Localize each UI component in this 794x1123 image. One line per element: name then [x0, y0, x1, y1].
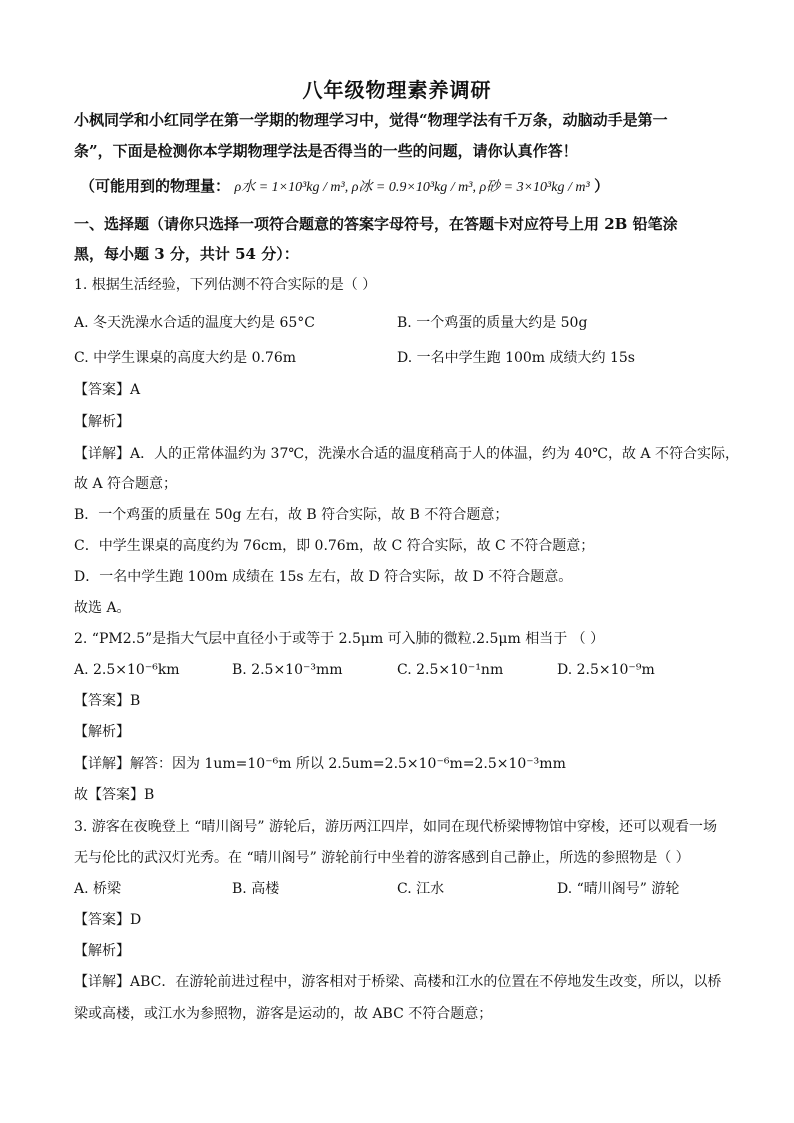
constants-line: （可能用到的物理量： ρ水 = 1×10³kg / m³, ρ冰 = 0.9×10³kg / m³, ρ砂 = 3×10³kg / m³ ） — [80, 177, 610, 195]
rho-water: ρ水 = 1×10³kg / m³ — [234, 180, 345, 195]
q2-option-b: B. 2.5×10⁻³mm — [232, 662, 343, 678]
q1-option-a: A. 冬天洗澡水合适的温度大约是 65°C — [74, 315, 315, 331]
rho-sand: ρ砂 = 3×10³kg / m³ — [479, 180, 590, 195]
constants-prefix: （可能用到的物理量： — [80, 177, 231, 195]
q1-stem: 1. 根据生活经验，下列估测不符合实际的是（ ） — [74, 277, 377, 293]
q3-option-b: B. 高楼 — [232, 881, 280, 897]
q1-option-d: D. 一名中学生跑 100m 成绩大约 15s — [397, 350, 635, 366]
q1-detail-4: C．中学生课桌的高度约为 76cm，即 0.76m，故 C 符合实际，故 C 不符合题意； — [74, 538, 595, 554]
q3-option-d: D. “晴川阁号” 游轮 — [557, 881, 680, 897]
q1-analysis-label: 【解析】 — [74, 414, 130, 430]
q1-conclusion: 故选 A。 — [74, 600, 131, 616]
q2-option-d: D. 2.5×10⁻⁹m — [557, 662, 655, 678]
q3-analysis-label: 【解析】 — [74, 943, 130, 959]
q2-conclusion: 故【答案】B — [74, 787, 155, 803]
rho-ice: ρ冰 = 0.9×10³kg / m³ — [351, 180, 473, 195]
q1-detail-3: B．一个鸡蛋的质量在 50g 左右，故 B 符合实际，故 B 不符合题意； — [74, 507, 509, 523]
q3-option-a: A. 桥梁 — [74, 881, 122, 897]
section-1-heading-line-2: 黑，每小题 3 分，共计 54 分）： — [74, 245, 299, 263]
intro-line-1: 小枫同学和小红同学在第一学期的物理学习中，觉得“物理学法有千万条，动脑动手是第一 — [74, 111, 668, 129]
constants-suffix: ） — [594, 177, 610, 195]
q1-option-c: C. 中学生课桌的高度大约是 0.76m — [74, 350, 297, 366]
q3-stem-2: 无与伦比的武汉灯光秀。在 “晴川阁号” 游轮前行中坐着的游客感到自己静止，所选的参照物是（ ） — [74, 850, 690, 866]
section-1-heading-line-1: 一、选择题（请你只选择一项符合题意的答案字母符号，在答题卡对应符号上用 2B 铅笔涂 — [74, 215, 678, 233]
q2-stem: 2. “PM2.5”是指大气层中直径小于或等于 2.5μm 可入肺的微粒.2.5μm 相当于 （ ） — [74, 631, 605, 647]
q1-detail-5: D．一名中学生跑 100m 成绩在 15s 左右，故 D 符合实际，故 D 不符合题意。 — [74, 569, 573, 585]
q2-answer: 【答案】B — [74, 693, 141, 709]
q1-detail-1: 【详解】A．人的正常体温约为 37℃，洗澡水合适的温度稍高于人的体温，约为 40℃，故 A 不符合实际， — [74, 446, 739, 462]
intro-line-2: 条”，下面是检测你本学期物理学法是否得当的一些的问题，请你认真作答！ — [74, 142, 578, 160]
q3-answer: 【答案】D — [74, 912, 142, 928]
q2-analysis-label: 【解析】 — [74, 724, 130, 740]
q3-option-c: C. 江水 — [397, 881, 445, 897]
q3-detail-2: 梁或高楼，或江水为参照物，游客是运动的，故 ABC 不符合题意； — [74, 1006, 493, 1022]
q1-detail-2: 故 A 符合题意； — [74, 476, 178, 492]
q2-detail-1: 【详解】解答：因为 1um=10⁻⁶m 所以 2.5um=2.5×10⁻⁶m=2.5×10⁻³mm — [74, 756, 566, 772]
q2-option-c: C. 2.5×10⁻¹nm — [397, 662, 504, 678]
q3-detail-1: 【详解】ABC．在游轮前进过程中，游客相对于桥梁、高楼和江水的位置在不停地发生改变，所以，以桥 — [74, 974, 722, 990]
page-title: 八年级物理素养调研 — [302, 78, 492, 102]
q1-answer: 【答案】A — [74, 382, 141, 398]
q2-option-a: A. 2.5×10⁻⁶km — [74, 662, 180, 678]
q3-stem-1: 3. 游客在夜晚登上 “晴川阁号” 游轮后，游历两江四岸，如同在现代桥梁博物馆中穿梭，还可以观看一场 — [74, 819, 718, 835]
q1-option-b: B. 一个鸡蛋的质量大约是 50g — [397, 315, 588, 331]
